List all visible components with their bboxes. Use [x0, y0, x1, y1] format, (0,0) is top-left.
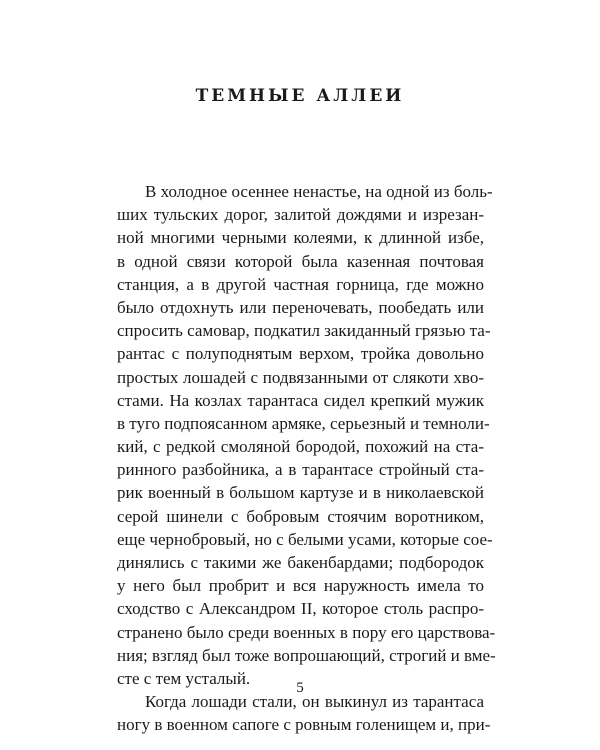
body-text — [117, 180, 496, 737]
text-line: ния; взгляд был тоже вопрошающий, строгий и вме- — [117, 645, 496, 665]
page-number: 5 — [296, 680, 304, 696]
text-line: стами. На козлах тарантаса сидел крепкий мужик — [117, 390, 484, 410]
text-line: еще чернобровый, но с белыми усами, которые сое- — [117, 529, 493, 549]
text-line: Когда лошади стали, он выкинул из тарантаса — [145, 692, 484, 712]
text-line: В холодное осеннее ненастье, на одной из боль- — [145, 182, 493, 201]
text-line: было отдохнуть или переночевать, пообедать или — [117, 297, 484, 317]
text-line: серой шинели с бобровым стоячим воротником, — [117, 506, 484, 526]
text-line: у него был пробрит и вся наружность имела то — [117, 576, 484, 596]
chapter-title: ТЕМНЫЕ АЛЛЕИ — [195, 86, 405, 106]
text-line: в одной связи которой была казенная почтовая — [117, 251, 484, 271]
text-line: ногу в военном сапоге с ровным голенищем и, при- — [117, 715, 491, 735]
text-line: рантас с полуподнятым верхом, тройка довольно — [117, 344, 484, 364]
text-line: в туго подпоясанном армяке, серьезный и темноли- — [117, 413, 490, 433]
text-line: странено было среди военных в пору его царствова- — [117, 622, 496, 642]
paragraph — [117, 180, 496, 690]
text-line: простых лошадей с подвязанными от слякоти хво- — [117, 367, 484, 387]
text-line: сте с тем усталый. — [117, 668, 251, 688]
text-line: ной многими черными колеями, к длинной избе, — [117, 228, 484, 248]
text-line: сходство с Александром II, которое столь распро- — [117, 599, 484, 619]
paragraph — [117, 690, 491, 736]
text-line: ших тульских дорог, залитой дождями и изрезан- — [117, 205, 484, 225]
text-line: динялись с такими же бакенбардами; подбородок — [117, 553, 484, 572]
text-line: станция, а в другой частная горница, где можно — [117, 274, 484, 294]
text-line: кий, с редкой смоляной бородой, похожий на ста- — [117, 437, 484, 457]
text-line: ринного разбойника, а в тарантасе стройный ста- — [117, 460, 484, 480]
text-line: спросить самовар, подкатил закиданный грязью та- — [117, 321, 491, 341]
text-line: рик военный в большом картузе и в николаевской — [117, 483, 484, 503]
